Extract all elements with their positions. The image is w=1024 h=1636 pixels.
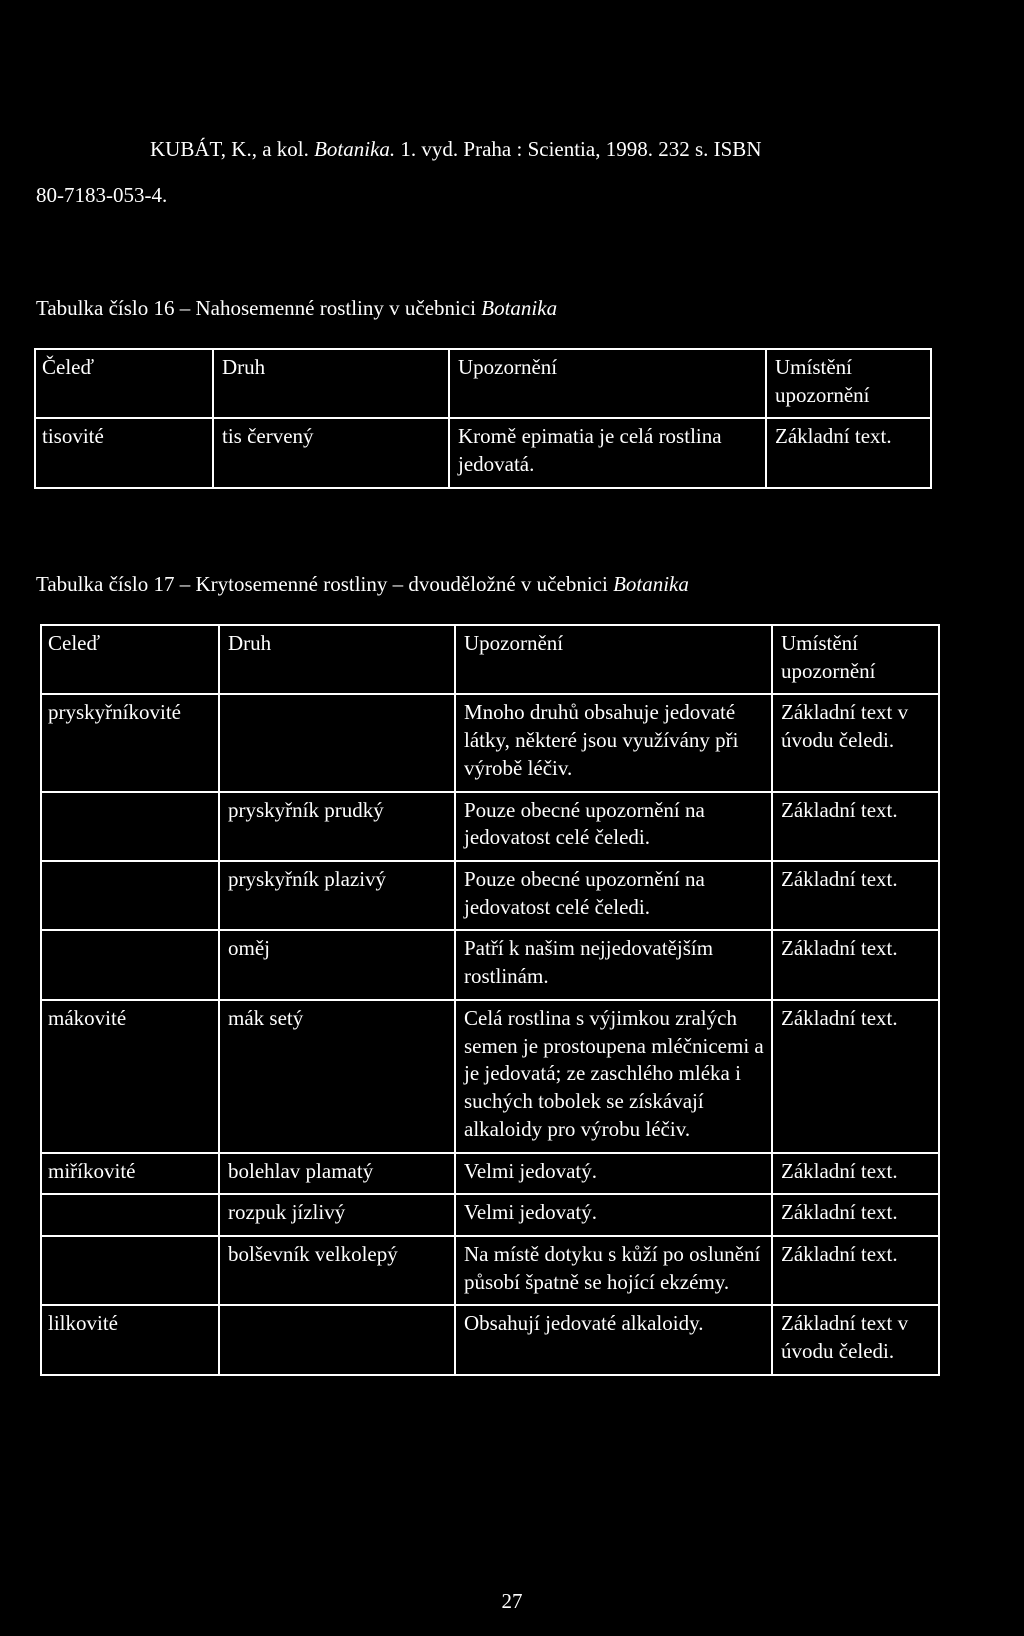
- table-row: [41, 1153, 939, 1195]
- table16-caption-text: Tabulka číslo 16 – Nahosemenné rostliny v učebnici: [36, 296, 477, 320]
- placement-cell: Základní text.: [772, 792, 939, 861]
- warning-cell: Obsahují jedovaté alkaloidy.: [455, 1305, 772, 1374]
- family-cell: tisovité: [35, 418, 213, 487]
- table-row: [41, 792, 939, 861]
- table-row: [41, 694, 939, 791]
- placement-cell: Základní text.: [772, 930, 939, 999]
- warning-cell: Patří k našim nejjedovatějším rostlinám.: [455, 930, 772, 999]
- species-cell: oměj: [219, 930, 455, 999]
- family-cell: miříkovité: [41, 1153, 219, 1195]
- placement-cell: Základní text.: [772, 1000, 939, 1153]
- table-row: [41, 1000, 939, 1153]
- species-cell: tis červený: [213, 418, 449, 487]
- warning-cell: Celá rostlina s výjimkou zralých semen je prostoupena mléčnicemi a je jedovatá; ze zaschlého mléka i suchých tobolek se získávají alkaloidy pro výrobu léčiv.: [455, 1000, 772, 1153]
- placement-cell: Základní text.: [772, 1236, 939, 1305]
- warning-cell: Velmi jedovatý.: [455, 1153, 772, 1195]
- reference-line-1: [150, 136, 761, 164]
- table17-header-species: Druh: [219, 625, 455, 694]
- reference-line-2: 80-7183-053-4.: [36, 183, 168, 207]
- table17-header-placement: Umístění upozornění: [772, 625, 939, 694]
- table-row: [41, 1194, 939, 1236]
- table-row: [41, 1236, 939, 1305]
- species-cell: rozpuk jízlivý: [219, 1194, 455, 1236]
- placement-cell: Základní text v úvodu čeledi.: [772, 694, 939, 791]
- species-cell: [219, 694, 455, 791]
- species-cell: bolehlav plamatý: [219, 1153, 455, 1195]
- warning-cell: Pouze obecné upozornění na jedovatost celé čeledi.: [455, 861, 772, 930]
- species-cell: bolševník velkolepý: [219, 1236, 455, 1305]
- warning-cell: Na místě dotyku s kůží po oslunění působí špatně se hojící ekzémy.: [455, 1236, 772, 1305]
- table-row: [41, 930, 939, 999]
- family-cell: lilkovité: [41, 1305, 219, 1374]
- table16-header-family: Čeleď: [35, 349, 213, 418]
- warning-cell: Kromě epimatia je celá rostlina jedovatá.: [449, 418, 766, 487]
- family-cell: [41, 861, 219, 930]
- family-cell: pryskyřníkovité: [41, 694, 219, 791]
- table-row: [41, 861, 939, 930]
- table17-caption: [36, 571, 689, 599]
- table16-header-row: [35, 349, 931, 418]
- placement-cell: Základní text.: [772, 861, 939, 930]
- species-cell: mák setý: [219, 1000, 455, 1153]
- reference-publication: 1. vyd. Praha : Scientia, 1998. 232 s. ISBN: [400, 137, 762, 161]
- warning-cell: Pouze obecné upozornění na jedovatost celé čeledi.: [455, 792, 772, 861]
- table-row: [41, 1305, 939, 1374]
- placement-cell: Základní text.: [772, 1194, 939, 1236]
- placement-cell: Základní text v úvodu čeledi.: [772, 1305, 939, 1374]
- placement-cell: Základní text.: [772, 1153, 939, 1195]
- species-cell: pryskyřník plazivý: [219, 861, 455, 930]
- family-cell: [41, 1194, 219, 1236]
- warning-cell: Mnoho druhů obsahuje jedovaté látky, některé jsou využívány při výrobě léčiv.: [455, 694, 772, 791]
- warning-cell: Velmi jedovatý.: [455, 1194, 772, 1236]
- table16-caption-book: Botanika: [481, 296, 558, 320]
- table17-header-row: [41, 625, 939, 694]
- species-cell: pryskyřník prudký: [219, 792, 455, 861]
- table16-header-placement: Umístění upozornění: [766, 349, 931, 418]
- table16: [34, 348, 932, 489]
- table17-header-warning: Upozornění: [455, 625, 772, 694]
- table17-caption-text: Tabulka číslo 17 – Krytosemenné rostliny – dvouděložné v učebnici: [36, 572, 608, 596]
- table17: [40, 624, 940, 1376]
- placement-cell: Základní text.: [766, 418, 931, 487]
- reference-book-title: Botanika.: [314, 137, 396, 161]
- species-cell: [219, 1305, 455, 1374]
- family-cell: [41, 792, 219, 861]
- table-row: [35, 418, 931, 487]
- family-cell: mákovité: [41, 1000, 219, 1153]
- table16-header-warning: Upozornění: [449, 349, 766, 418]
- reference-authors: KUBÁT, K., a kol.: [150, 137, 309, 161]
- table17-caption-book: Botanika: [613, 572, 689, 596]
- table16-header-species: Druh: [213, 349, 449, 418]
- table16-caption: [36, 295, 557, 323]
- table17-header-family: Celeď: [41, 625, 219, 694]
- family-cell: [41, 1236, 219, 1305]
- page-number: 27: [501, 1589, 523, 1613]
- family-cell: [41, 930, 219, 999]
